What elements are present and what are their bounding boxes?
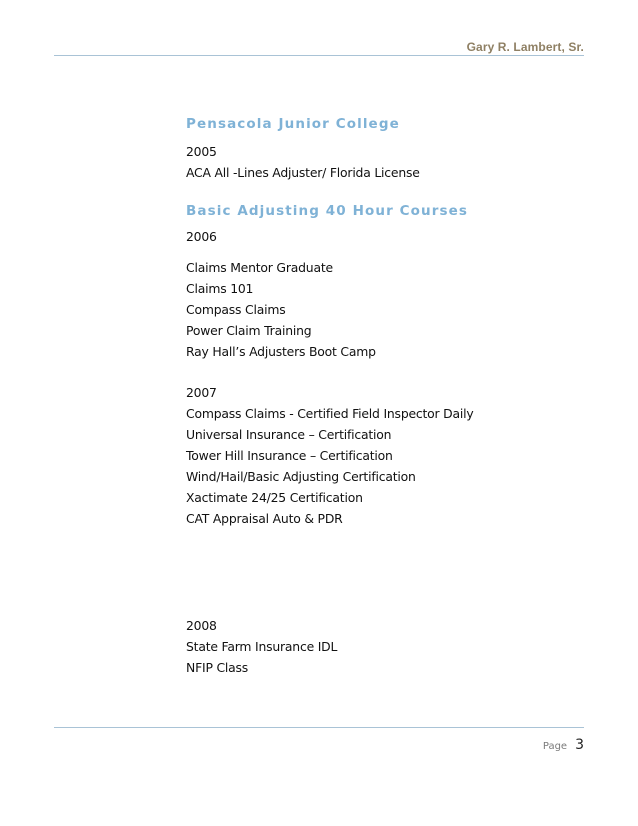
- page-number: [543, 734, 584, 753]
- course-line: Claims Mentor Graduate: [186, 260, 333, 275]
- year-2006: 2006: [186, 229, 217, 244]
- section-heading-pensacola: Pensacola Junior College: [186, 116, 400, 132]
- course-line: Compass Claims - Certified Field Inspector Daily: [186, 406, 474, 421]
- license-line: ACA All -Lines Adjuster/ Florida License: [186, 165, 420, 180]
- course-line: CAT Appraisal Auto & PDR: [186, 511, 343, 526]
- course-line: Xactimate 24/25 Certification: [186, 490, 363, 505]
- year-2008: 2008: [186, 618, 217, 633]
- page-number-value: 3: [575, 737, 584, 753]
- course-line: Tower Hill Insurance – Certification: [186, 448, 393, 463]
- course-line: Power Claim Training: [186, 323, 312, 338]
- page-header-author: Gary R. Lambert, Sr.: [466, 40, 584, 54]
- section-heading-basic-adjusting: Basic Adjusting 40 Hour Courses: [186, 203, 469, 219]
- year-2007: 2007: [186, 385, 217, 400]
- course-line: Claims 101: [186, 281, 254, 296]
- header-divider: [54, 55, 584, 56]
- course-line: Compass Claims: [186, 302, 286, 317]
- course-line: NFIP Class: [186, 660, 249, 675]
- page-label: Page: [542, 741, 568, 752]
- course-line: Ray Hall’s Adjusters Boot Camp: [186, 344, 376, 359]
- course-line: Wind/Hail/Basic Adjusting Certification: [186, 469, 416, 484]
- year-2005: 2005: [186, 144, 217, 159]
- course-line: State Farm Insurance IDL: [186, 639, 338, 654]
- footer-divider: [54, 727, 584, 728]
- course-line: Universal Insurance – Certification: [186, 427, 392, 442]
